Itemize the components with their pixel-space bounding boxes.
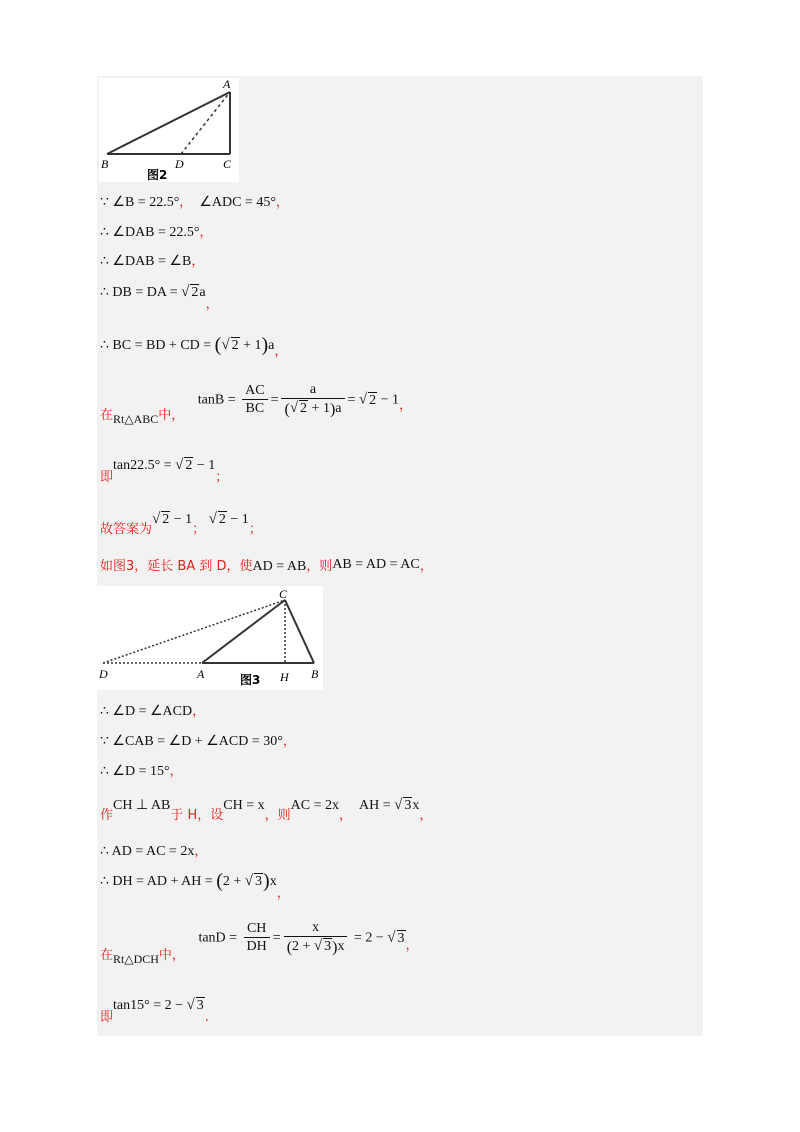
line-fig3-intro: 如图3，延长 BA 到 D，使AD = AB，则AB = AD = AC， bbox=[100, 557, 433, 574]
line-answer: 故答案为√ 2 − 1； √ 2 − 1； bbox=[100, 511, 262, 537]
line-angle-d-acd: ∴ ∠D = ∠ACD， bbox=[100, 704, 206, 719]
line-given-angles: ∵ ∠B = 22.5°， ∠ADC = 45°， bbox=[100, 195, 289, 210]
figure-3-drawing bbox=[97, 586, 323, 690]
line-tanb: 在Rt△ABC中， tanB = $\frac{AC}{BC}$ = $\frac{a}{(√ 2 + 1)a}$ = √ 2 − 1， bbox=[100, 382, 413, 426]
line-db-da: ∴ DB = DA = √ 2a， bbox=[100, 284, 219, 312]
line-angle-dab: ∴ ∠DAB = 22.5°， bbox=[100, 225, 213, 240]
fig3-label-a: A bbox=[197, 667, 205, 681]
fig2-label-a: A bbox=[223, 78, 231, 91]
line-angle-d-15: ∴ ∠D = 15°， bbox=[100, 764, 183, 779]
fig3-label-b: B bbox=[311, 667, 319, 681]
fig2-label-d: D bbox=[175, 157, 184, 171]
fig2-label-c: C bbox=[223, 157, 232, 171]
line-tand: 在Rt△DCH中， tanD = $\frac{CH}{DH}$ = $\frac{x}{(2 + √ 3)x}$ = 2 − √ 3， bbox=[100, 920, 419, 966]
line-angle-cab: ∵ ∠CAB = ∠D + ∠ACD = 30°， bbox=[100, 734, 296, 749]
fig3-caption: 图3 bbox=[240, 673, 261, 687]
fig3-label-c: C bbox=[279, 587, 288, 601]
figure-2-drawing bbox=[99, 78, 239, 182]
line-ch-perp: 作CH ⊥ AB于 H，设CH = x，则AC = 2x， AH = √ 3x， bbox=[100, 797, 433, 823]
line-bc: ∴ BC = BD + CD = (√ 2 + 1)a， bbox=[100, 334, 288, 359]
line-angle-equal: ∴ ∠DAB = ∠B， bbox=[100, 254, 205, 269]
fig3-label-d: D bbox=[99, 667, 108, 681]
fig3-label-h: H bbox=[280, 670, 289, 684]
figure-2 bbox=[99, 78, 239, 182]
line-tan22: 即tan22.5° = √ 2 − 1； bbox=[100, 457, 229, 485]
fig2-label-b: B bbox=[101, 157, 109, 171]
content-panel bbox=[97, 76, 703, 1036]
line-tan15: 即tan15° = 2 − √ 3. bbox=[100, 997, 209, 1025]
figure-3 bbox=[97, 586, 323, 690]
fig2-caption: 图2 bbox=[147, 168, 168, 182]
line-dh: ∴ DH = AD + AH = (2 + √ 3)x， bbox=[100, 870, 290, 901]
line-ad-ac: ∴ AD = AC = 2x， bbox=[100, 844, 208, 859]
